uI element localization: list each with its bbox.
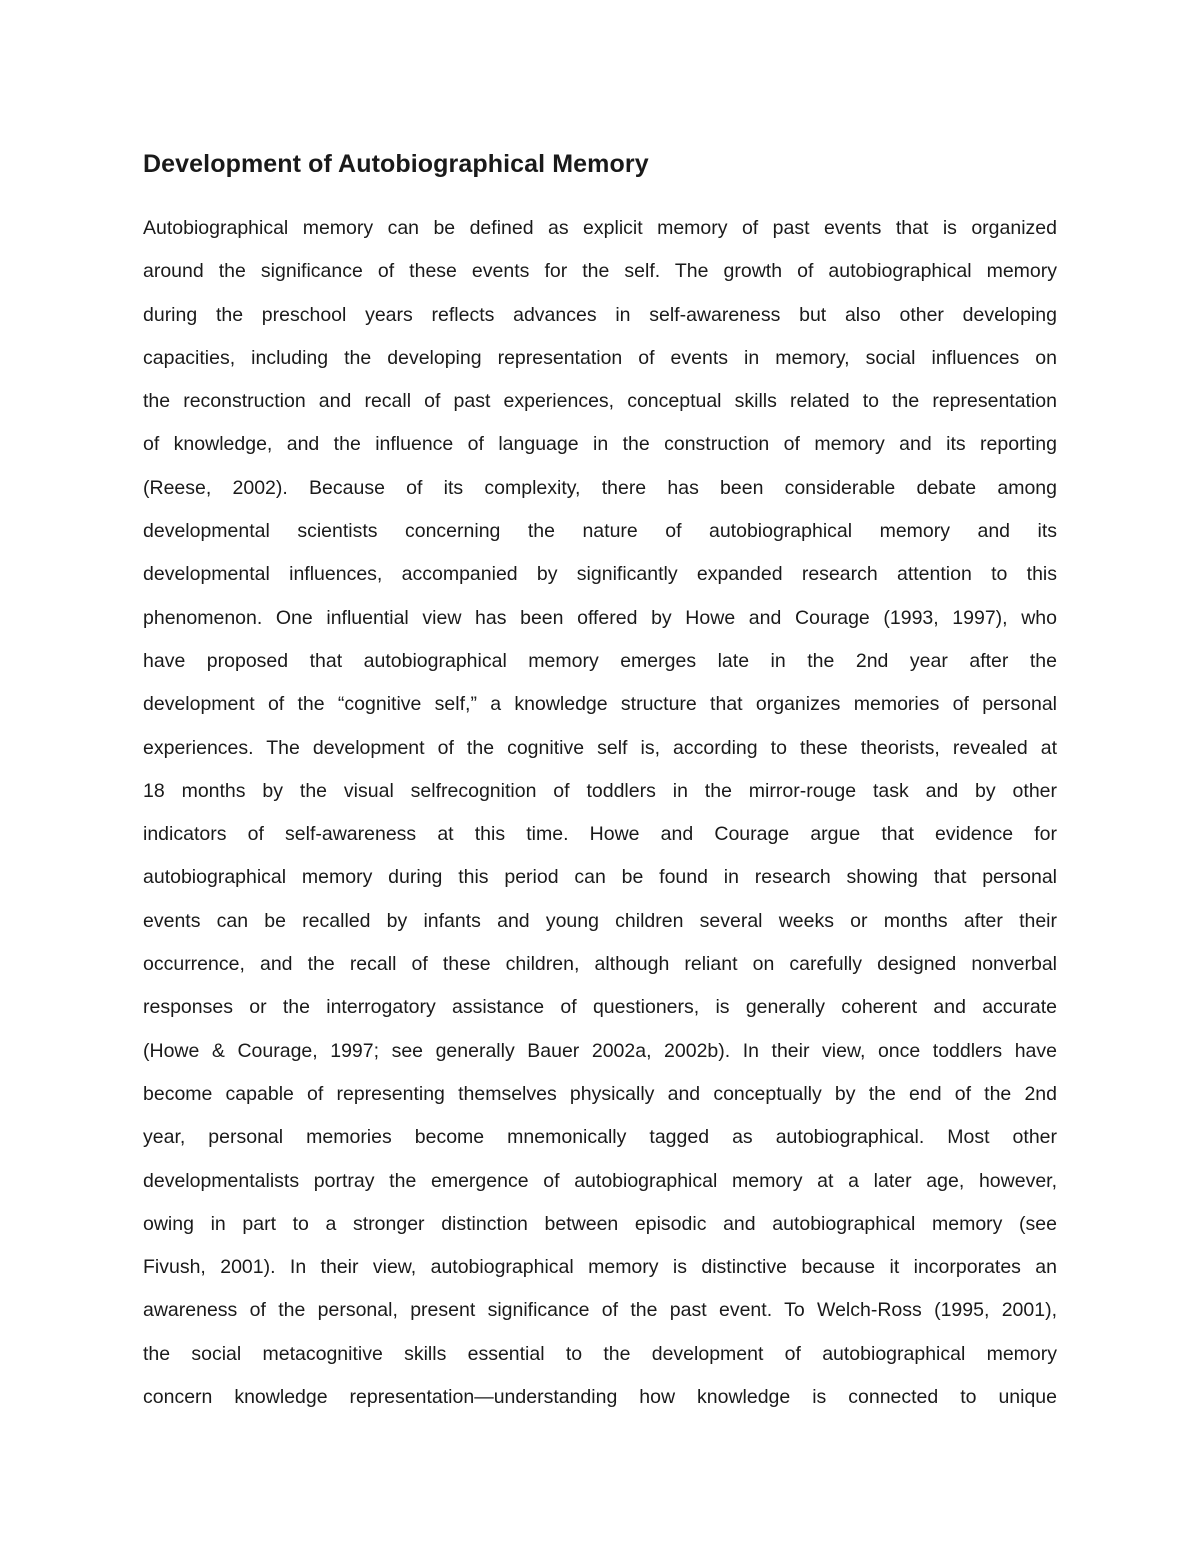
text-line: Fivush, 2001). In their view, autobiographical memory is distinctive because it incorporates an	[143, 1256, 1057, 1279]
text-line: developmentalists portray the emergence of autobiographical memory at a later age, however,	[143, 1169, 1057, 1192]
text-line: Autobiographical memory can be defined as explicit memory of past events that is organized	[143, 217, 1057, 239]
text-line: around the significance of these events for the self. The growth of autobiographical memory	[143, 260, 1057, 283]
text-line: responses or the interrogatory assistance of questioners, is generally coherent and accurate	[143, 996, 1057, 1019]
text-line: have proposed that autobiographical memory emerges late in the 2nd year after the	[143, 649, 1057, 672]
text-line: year, personal memories become mnemonically tagged as autobiographical. Most other	[143, 1126, 1057, 1149]
body-paragraph	[143, 207, 1057, 1419]
text-line: concern knowledge representation—understanding how knowledge is connected to unique	[143, 1386, 1057, 1409]
text-line: (Howe & Courage, 1997; see generally Bauer 2002a, 2002b). In their view, once toddlers have	[143, 1039, 1057, 1062]
text-line: events can be recalled by infants and young children several weeks or months after their	[143, 909, 1057, 932]
text-line: developmental influences, accompanied by significantly expanded research attention to this	[143, 563, 1057, 586]
text-line: 18 months by the visual selfrecognition of toddlers in the mirror-rouge task and by other	[143, 779, 1057, 802]
text-line: autobiographical memory during this period can be found in research showing that personal	[143, 866, 1057, 889]
text-line: development of the “cognitive self,” a knowledge structure that organizes memories of personal	[143, 693, 1057, 716]
text-line: occurrence, and the recall of these children, although reliant on carefully designed nonverbal	[143, 953, 1057, 976]
text-line: developmental scientists concerning the nature of autobiographical memory and its	[143, 520, 1057, 543]
text-line: phenomenon. One influential view has been offered by Howe and Courage (1993, 1997), who	[143, 606, 1057, 629]
text-line: awareness of the personal, present significance of the past event. To Welch-Ross (1995, 2001),	[143, 1299, 1057, 1322]
document-title: Development of Autobiographical Memory	[143, 150, 649, 178]
text-line: capacities, including the developing representation of events in memory, social influences on	[143, 346, 1057, 369]
text-line: of knowledge, and the influence of language in the construction of memory and its reporting	[143, 433, 1057, 456]
document-content	[143, 140, 1057, 1419]
text-line: become capable of representing themselves physically and conceptually by the end of the 2nd	[143, 1082, 1057, 1105]
text-line: experiences. The development of the cognitive self is, according to these theorists, revealed at	[143, 736, 1057, 759]
text-line: indicators of self-awareness at this time. Howe and Courage argue that evidence for	[143, 823, 1057, 846]
text-line: during the preschool years reflects advances in self-awareness but also other developing	[143, 303, 1057, 326]
text-line: owing in part to a stronger distinction between episodic and autobiographical memory (see	[143, 1212, 1057, 1235]
text-line: (Reese, 2002). Because of its complexity, there has been considerable debate among	[143, 476, 1057, 499]
text-line: the social metacognitive skills essential to the development of autobiographical memory	[143, 1342, 1057, 1365]
text-line: the reconstruction and recall of past experiences, conceptual skills related to the representation	[143, 390, 1057, 413]
